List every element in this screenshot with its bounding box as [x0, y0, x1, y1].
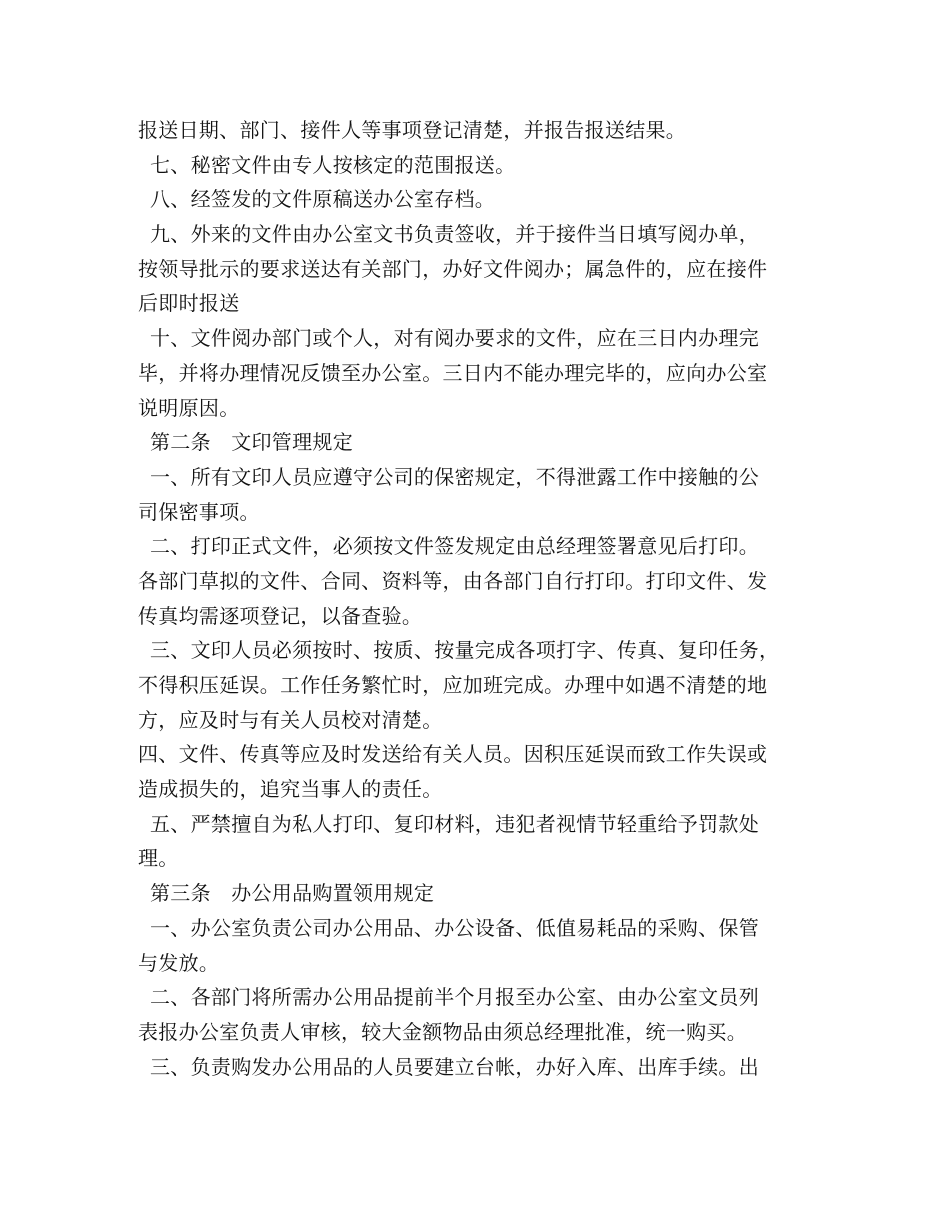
- paragraph-line: 三、负责购发办公用品的人员要建立台帐，办好入库、出库手续。出: [150, 1054, 759, 1079]
- paragraph-line: 五、严禁擅自为私人打印、复印材料，违犯者视情节轻重给予罚款处: [150, 811, 759, 836]
- paragraph-line: 与发放。: [138, 950, 220, 975]
- paragraph-line: 造成损失的，追究当事人的责任。: [138, 777, 443, 802]
- paragraph-line: 不得积压延误。工作任务繁忙时，应加班完成。办理中如遇不清楚的地: [138, 673, 768, 697]
- paragraph-line: 二、打印正式文件，必须按文件签发规定由总经理签署意见后打印。: [150, 534, 759, 559]
- paragraph-line: 九、外来的文件由办公室文书负责签收，并于接件当日填写阅办单，: [150, 222, 759, 247]
- paragraph-line: 七、秘密文件由专人按核定的范围报送。: [150, 152, 516, 177]
- paragraph-line: 十、文件阅办部门或个人，对有阅办要求的文件，应在三日内办理完: [150, 326, 759, 351]
- document-body: [138, 113, 828, 1084]
- paragraph-line: 按领导批示的要求送达有关部门，办好文件阅办；属急件的，应在接件: [138, 256, 768, 281]
- paragraph-line: 第二条 文印管理规定: [150, 430, 353, 455]
- paragraph-line: 一、所有文印人员应遵守公司的保密规定，不得泄露工作中接触的公: [150, 464, 759, 489]
- paragraph-line: 四、文件、传真等应及时发送给有关人员。因积压延误而致工作失误或: [138, 742, 768, 767]
- paragraph-line: 八、经签发的文件原稿送办公室存档。: [150, 187, 496, 212]
- paragraph-line: 传真均需逐项登记，以备查验。: [138, 603, 423, 628]
- paragraph-line: 理。: [138, 846, 179, 871]
- paragraph-line: 后即时报送: [138, 291, 240, 316]
- paragraph-line: 三、文印人员必须按时、按质、按量完成各项打字、传真、复印任务，: [150, 638, 780, 663]
- paragraph-line: 方，应及时与有关人员校对清楚。: [138, 707, 443, 732]
- paragraph-line: 司保密事项。: [138, 499, 260, 524]
- paragraph-line: 第三条 办公用品购置领用规定: [150, 881, 435, 906]
- paragraph-line: 一、办公室负责公司办公用品、办公设备、低值易耗品的采购、保管: [150, 915, 759, 940]
- paragraph-line: 报送日期、部门、接件人等事项登记清楚，并报告报送结果。: [138, 118, 687, 142]
- paragraph-line: 说明原因。: [138, 395, 240, 420]
- paragraph-line: 表报办公室负责人审核，较大金额物品由须总经理批准，统一购买。: [138, 1019, 747, 1044]
- paragraph-line: 二、各部门将所需办公用品提前半个月报至办公室、由办公室文员列: [150, 985, 759, 1010]
- paragraph-line: 毕，并将办理情况反馈至办公室。三日内不能办理完毕的，应向办公室: [138, 360, 768, 385]
- paragraph-line: 各部门草拟的文件、合同、资料等，由各部门自行打印。打印文件、发: [138, 568, 768, 593]
